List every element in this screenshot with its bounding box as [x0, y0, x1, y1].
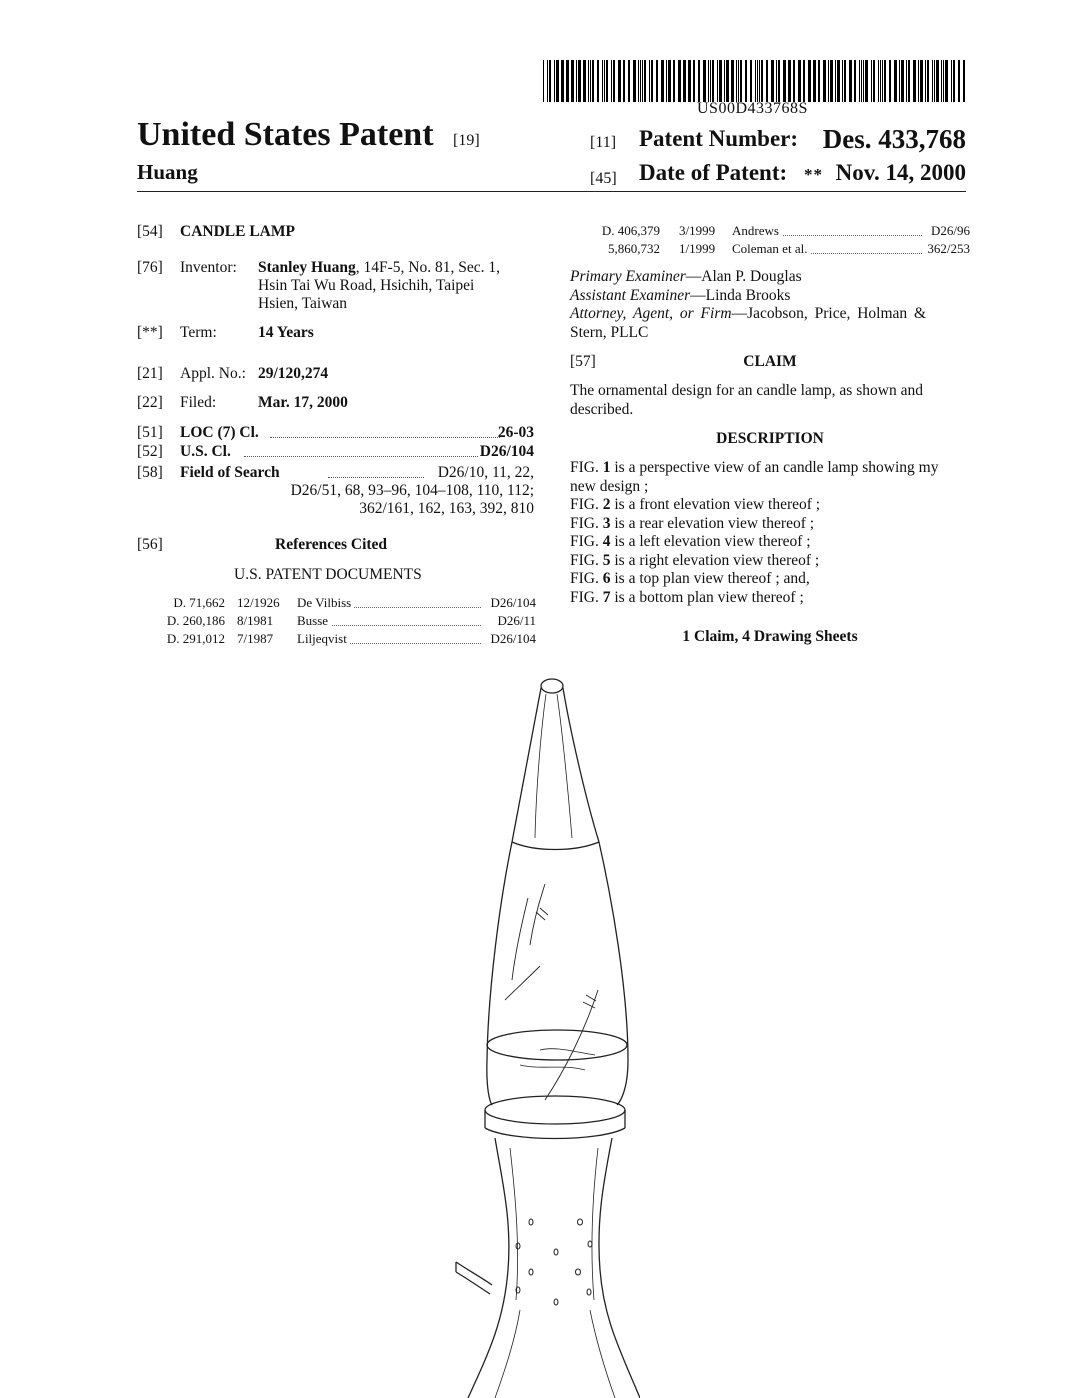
fig-label: FIG.	[570, 570, 599, 587]
fig-description: is a top plan view thereof ; and,	[610, 570, 810, 587]
date-of-patent-row	[590, 160, 966, 190]
barcode-bar	[889, 60, 891, 102]
patent-number: Des. 433,768	[822, 124, 966, 154]
title-code: [19]	[453, 132, 480, 149]
attorney-label: Attorney, Agent, or Firm	[570, 305, 732, 322]
barcode-bar	[871, 60, 872, 102]
barcode-bar	[936, 60, 939, 102]
figure-item	[570, 552, 972, 571]
barcode-bar	[613, 60, 615, 102]
barcode-bar	[724, 60, 725, 102]
fig-description: is a right elevation view thereof ;	[610, 551, 820, 569]
reference-date: 8/1981	[237, 613, 274, 628]
barcode-bar	[920, 60, 923, 102]
figure-item	[570, 589, 972, 608]
claims-summary: 1 Claim, 4 Drawing Sheets	[682, 628, 858, 645]
barcode-bar	[556, 60, 559, 102]
barcode-bar	[618, 60, 621, 102]
field-code: [58]	[137, 464, 163, 481]
field-code: [51]	[137, 424, 163, 441]
barcode-bar	[651, 60, 653, 102]
primary-examiner-label: Primary Examiner	[570, 268, 686, 285]
date-code: [45]	[590, 170, 617, 187]
us-classification: D26/104	[479, 443, 534, 460]
assistant-examiner: —Linda Brooks	[690, 286, 791, 304]
fig-number: 7	[602, 588, 611, 606]
barcode-bar	[623, 60, 625, 102]
barcode-bar	[661, 60, 664, 102]
barcode-bar	[771, 60, 774, 102]
reference-date: 12/1926	[237, 595, 280, 610]
term-value: 14 Years	[258, 324, 314, 341]
barcode-bar	[708, 60, 709, 102]
fig-description: is a rear elevation view thereof ;	[610, 514, 815, 532]
barcode-bar	[849, 60, 852, 102]
barcode-bar	[604, 60, 605, 102]
barcode-bar	[726, 60, 729, 102]
barcode-bar	[633, 60, 636, 102]
field-code: [54]	[137, 223, 163, 240]
invention-title: CANDLE LAMP	[180, 223, 295, 240]
barcode-bar	[578, 60, 581, 102]
barcode-bar	[738, 60, 739, 102]
collar-top	[485, 1096, 625, 1124]
fig-label: FIG.	[570, 588, 599, 606]
barcode-bar	[837, 60, 840, 102]
patent-number-code: [11]	[590, 134, 617, 151]
barcode-bar	[736, 60, 737, 102]
barcode-bar	[571, 60, 574, 102]
barcode-bar	[649, 60, 650, 102]
references-heading	[0, 536, 540, 556]
reference-name: Liljeqvist	[297, 631, 350, 647]
fig-label: FIG.	[570, 533, 599, 550]
reference-name: Andrews	[732, 223, 782, 239]
barcode-bar	[788, 60, 791, 102]
barcode-bar	[808, 60, 811, 102]
barcode-bar	[778, 60, 780, 102]
barcode-bar	[656, 60, 658, 102]
barcode-bar	[859, 60, 860, 102]
field-label: Term:	[180, 324, 217, 341]
right-references	[566, 223, 970, 259]
inventor-field	[0, 259, 540, 315]
base-left	[468, 1138, 509, 1398]
field-label: Inventor:	[180, 259, 237, 276]
cap-bottom	[512, 842, 599, 850]
liquid-surface	[487, 1030, 627, 1060]
reference-row	[566, 241, 970, 257]
dot-leader	[244, 456, 478, 457]
reference-date: 1/1999	[679, 241, 716, 256]
barcode-bar	[932, 60, 933, 102]
barcode-bar	[906, 60, 907, 102]
figure-list	[570, 459, 972, 607]
reference-number: D. 71,662	[173, 595, 225, 610]
field-code: [**]	[137, 324, 163, 341]
barcode-bar	[703, 60, 706, 102]
barcode-bar	[759, 60, 760, 102]
barcode-bar	[927, 60, 929, 102]
barcode-bar	[945, 60, 948, 102]
claim-line: The ornamental design for an candle lamp, as shown and	[570, 382, 923, 399]
search-line: D26/10, 11, 22,	[437, 464, 534, 481]
claim-text	[570, 382, 970, 419]
reference-name: Busse	[297, 613, 331, 629]
barcode-bar	[719, 60, 722, 102]
barcode-bar	[755, 60, 756, 102]
claim-heading: CLAIM	[743, 353, 797, 370]
barcode-bar	[583, 60, 586, 102]
barcode-bar	[693, 60, 695, 102]
field-label: U.S. Cl.	[180, 443, 231, 460]
globe-right	[599, 842, 628, 1105]
date-label: Date of Patent:	[639, 160, 788, 185]
figure-item	[570, 459, 972, 478]
loc-classification: 26-03	[497, 424, 534, 441]
primary-examiner: —Alan P. Douglas	[685, 268, 802, 285]
barcode-bar	[740, 60, 742, 102]
barcode-bar	[688, 60, 691, 102]
lamp-tip	[541, 679, 563, 693]
barcode-bar	[899, 60, 900, 102]
barcode-bar	[666, 60, 667, 102]
barcode-bar	[908, 60, 910, 102]
barcode-bar	[918, 60, 919, 102]
barcode-bar	[943, 60, 944, 102]
date-stars: **	[804, 165, 823, 184]
description-heading: DESCRIPTION	[716, 430, 824, 447]
barcode-bar	[642, 60, 643, 102]
barcode-bar	[611, 60, 612, 102]
date-of-patent: Nov. 14, 2000	[835, 160, 966, 185]
barcode-bar	[731, 60, 734, 102]
field-code: [22]	[137, 394, 163, 411]
barcode-bar	[894, 60, 897, 102]
reference-name: De Vilbiss	[297, 595, 354, 611]
barcode-bar	[878, 60, 879, 102]
patent-number-label: Patent Number:	[639, 126, 799, 151]
header-divider	[137, 191, 966, 192]
barcode-bar	[842, 60, 843, 102]
barcode-bar	[566, 60, 569, 102]
document-number: US00D433768S	[697, 100, 808, 117]
filed-field	[0, 394, 540, 414]
barcode-bar	[543, 60, 544, 102]
application-number: 29/120,274	[258, 365, 329, 382]
barcode-bar	[549, 60, 551, 102]
reference-row	[566, 223, 970, 239]
search-line: 362/161, 162, 163, 392, 810	[359, 500, 534, 517]
barcode-bar	[861, 60, 862, 102]
field-label: Field of Search	[180, 464, 280, 481]
barcode-bar	[818, 60, 820, 102]
reference-number: 5,860,732	[608, 241, 660, 256]
search-line: D26/51, 68, 93–96, 104–108, 110, 112;	[290, 482, 534, 499]
barcode-bar	[873, 60, 875, 102]
globe-left	[487, 842, 512, 1105]
barcode-bar	[597, 60, 599, 102]
claim-line: described.	[570, 400, 634, 418]
fig-description-cont: new design ;	[570, 477, 649, 495]
field-label: Appl. No.:	[180, 365, 246, 382]
candle-lamp-drawing	[440, 672, 640, 1398]
barcode-bar	[953, 60, 955, 102]
collar-bottom	[485, 1128, 625, 1139]
barcode-bar	[951, 60, 952, 102]
fig-label: FIG.	[570, 496, 599, 513]
barcode-bar	[638, 60, 639, 102]
barcode-bar	[576, 60, 577, 102]
barcode-bar	[750, 60, 752, 102]
fig-number: 1	[602, 459, 611, 476]
us-docs-title: U.S. PATENT DOCUMENTS	[234, 566, 422, 583]
barcode-bar	[698, 60, 700, 102]
reference-date: 3/1999	[679, 223, 716, 238]
barcode-bar	[813, 60, 816, 102]
fig-number: 5	[602, 551, 611, 569]
barcode-bar	[830, 60, 833, 102]
barcode-bar	[710, 60, 711, 102]
barcode-bar	[941, 60, 942, 102]
figure-item	[570, 533, 972, 552]
barcode-bar	[793, 60, 795, 102]
assistant-examiner-label: Assistant Examiner	[570, 286, 691, 304]
reference-name: Coleman et al.	[732, 241, 810, 257]
field-label: LOC (7) Cl.	[180, 424, 263, 442]
barcode-bar	[865, 60, 868, 102]
reference-class: D26/104	[490, 595, 536, 610]
inventor-address-line: Hsin Tai Wu Road, Hsichih, Taipei	[258, 277, 475, 294]
fig-number: 4	[602, 533, 611, 550]
fig-label: FIG.	[570, 459, 599, 476]
references-title: References Cited	[275, 536, 388, 553]
barcode-bar	[776, 60, 777, 102]
fig-label: FIG.	[570, 514, 599, 532]
dot-leader	[270, 437, 500, 438]
inventor-surname: Huang	[137, 160, 198, 184]
barcode-bar	[783, 60, 786, 102]
barcode-bar	[717, 60, 718, 102]
field-code: [56]	[137, 536, 163, 553]
field-code: [21]	[137, 365, 163, 382]
barcode-bar	[592, 60, 594, 102]
barcode-bar	[678, 60, 681, 102]
fig-number: 6	[602, 570, 611, 587]
left-references	[150, 595, 536, 649]
barcode-bar	[958, 60, 960, 102]
barcode-bar	[606, 60, 608, 102]
figure-item	[570, 496, 972, 515]
reference-number: D. 291,012	[166, 631, 225, 646]
reference-number: D. 260,186	[166, 613, 225, 628]
barcode-bar	[963, 60, 965, 102]
fig-description: is a front elevation view thereof ;	[610, 496, 821, 513]
barcode-bar	[823, 60, 826, 102]
barcode-bar	[640, 60, 641, 102]
barcode-bar	[828, 60, 829, 102]
barcode-bar	[588, 60, 589, 102]
barcode-bar	[761, 60, 763, 102]
barcode-bar	[798, 60, 801, 102]
fig-number: 2	[602, 496, 611, 513]
barcode-bar	[766, 60, 768, 102]
base-right	[599, 1138, 640, 1398]
barcode-bar	[628, 60, 630, 102]
field-code: [76]	[137, 259, 163, 276]
attorney-firm: —Jacobson, Price, Holman &	[731, 305, 927, 322]
appl-field	[0, 365, 540, 385]
barcode-bar	[683, 60, 686, 102]
inventor-name: Stanley Huang	[258, 259, 356, 276]
barcode-bar	[901, 60, 904, 102]
reference-date: 7/1987	[237, 631, 274, 646]
patent-title: United States Patent	[137, 116, 434, 153]
base-dots	[516, 1219, 592, 1305]
barcode-bar	[803, 60, 805, 102]
barcode-bar	[882, 60, 883, 102]
patent-number-row	[590, 124, 966, 158]
figure-item	[570, 515, 972, 534]
barcode-bar	[854, 60, 856, 102]
fig-number: 3	[602, 514, 611, 532]
barcode-bar	[590, 60, 591, 102]
reference-class: D26/104	[490, 631, 536, 646]
barcode-bar	[835, 60, 836, 102]
barcode-bar	[745, 60, 747, 102]
filing-date: Mar. 17, 2000	[258, 394, 348, 411]
barcode-bar	[863, 60, 864, 102]
barcode-bar	[880, 60, 881, 102]
barcode-bar	[884, 60, 886, 102]
cap-left-edge	[512, 688, 541, 842]
reference-class: D26/11	[497, 613, 536, 628]
barcode-bar	[602, 60, 603, 102]
barcode-bar	[913, 60, 916, 102]
claim-code: [57]	[570, 353, 596, 370]
reference-row	[150, 595, 536, 611]
fig-label: FIG.	[570, 551, 599, 569]
barcode-bar	[673, 60, 675, 102]
reference-class: 362/253	[927, 241, 970, 256]
title-field	[0, 223, 540, 243]
barcode-bar	[668, 60, 671, 102]
power-cord	[456, 1262, 492, 1285]
reference-row	[150, 613, 536, 629]
loc-field	[0, 424, 540, 444]
figure-item	[570, 570, 972, 589]
term-field	[0, 324, 540, 344]
barcode-bar	[712, 60, 714, 102]
reference-row	[150, 631, 536, 647]
field-of-search	[0, 464, 540, 520]
barcode	[543, 60, 967, 102]
inventor-address-line: Hsien, Taiwan	[258, 295, 348, 312]
field-label: Filed:	[180, 394, 217, 411]
examiners	[570, 268, 970, 342]
fig-description: is a left elevation view thereof ;	[610, 533, 811, 550]
inventor-address-line: , 14F-5, No. 81, Sec. 1,	[355, 259, 500, 276]
barcode-bar	[757, 60, 758, 102]
barcode-bar	[547, 60, 548, 102]
attorney-firm-cont: Stern, PLLC	[570, 323, 649, 341]
barcode-bar	[925, 60, 926, 102]
barcode-bar	[644, 60, 646, 102]
cap-right-edge	[563, 688, 599, 842]
reference-class: D26/96	[931, 223, 970, 238]
fig-description: is a perspective view of an candle lamp showing my	[610, 459, 939, 476]
barcode-bar	[844, 60, 846, 102]
us-class-field	[0, 443, 540, 463]
reference-number: D. 406,379	[601, 223, 660, 238]
barcode-bar	[934, 60, 935, 102]
barcode-bar	[561, 60, 564, 102]
barcode-bar	[554, 60, 555, 102]
field-code: [52]	[137, 443, 163, 460]
fig-description: is a bottom plan view thereof ;	[610, 588, 804, 606]
